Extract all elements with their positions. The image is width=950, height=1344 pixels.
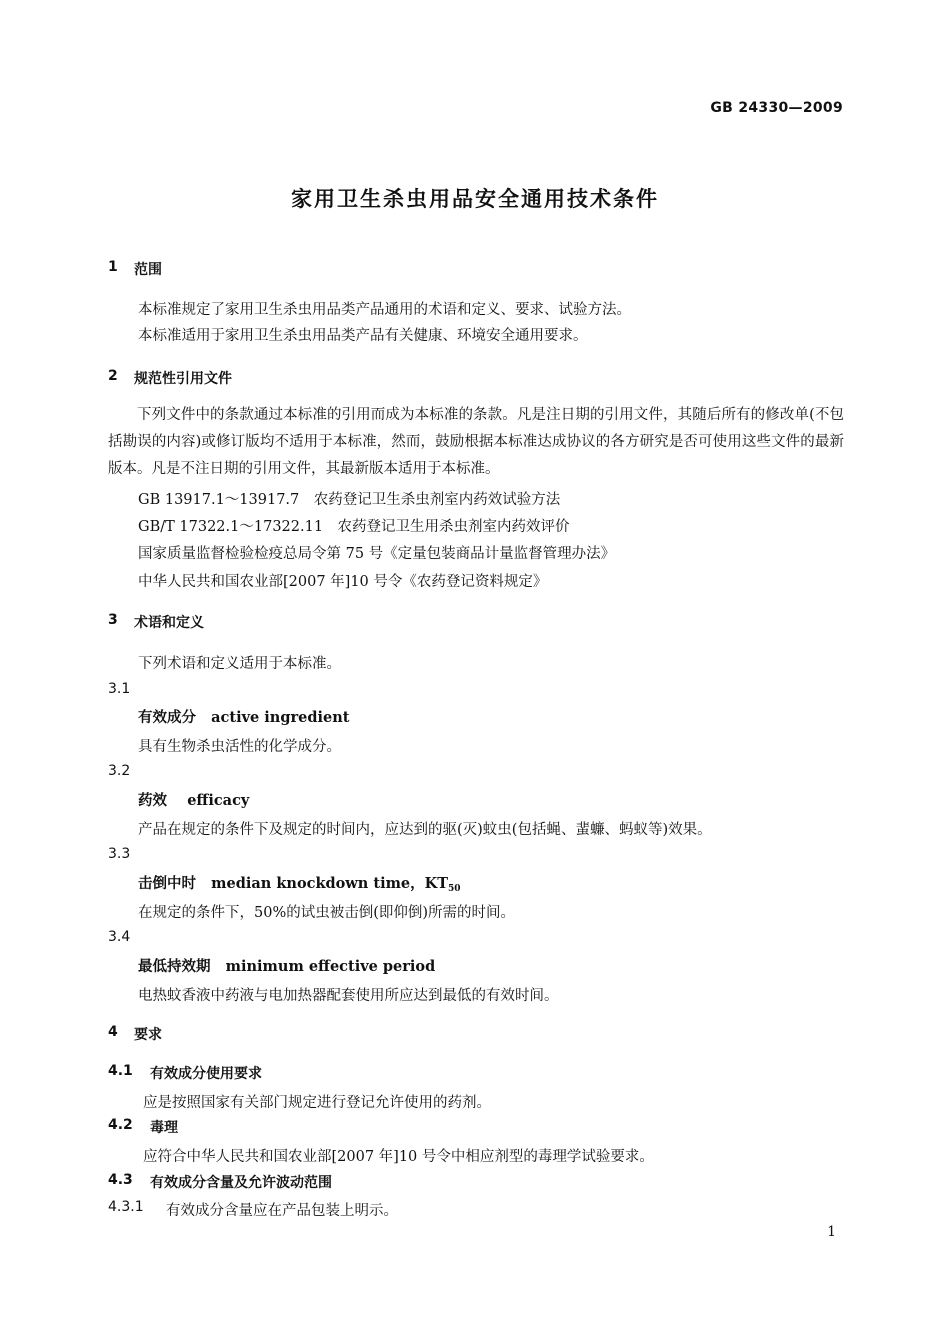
term-3-3-definition: 在规定的条件下，50%的试虫被击倒(即仰倒)所需的时间。 [138,905,516,921]
term-3-1-heading [138,706,349,727]
standard-number: GB 24330—2009 [710,100,843,116]
term-3-2-number: 3.2 [108,763,131,779]
term-3-3-english: median knockdown time，KT [211,875,449,892]
term-3-4-name: 最低持效期 [138,958,211,975]
reference-item-4: 中华人民共和国农业部[2007 年]10 号令《农药登记资料规定》 [138,574,548,590]
clause-4-2-number: 4.2 [108,1117,133,1133]
term-3-1-name: 有效成分 [138,709,196,726]
term-3-2-definition: 产品在规定的条件下及规定的时间内，应达到的驱(灭)蚊虫(包括蝇、蜚蠊、蚂蚁等)效果。 [138,822,712,838]
term-3-3-subscript: 50 [448,884,461,894]
term-3-2-heading [138,789,249,810]
clause-4-2-text: 应符合中华人民共和国农业部[2007 年]10 号令中相应剂型的毒理学试验要求。 [143,1149,654,1165]
term-3-1-number: 3.1 [108,681,131,697]
document-title: 家用卫生杀虫用品安全通用技术条件 [291,187,659,211]
clause-4-1-text: 应是按照国家有关部门规定进行登记允许使用的药剂。 [143,1095,491,1111]
clause-4-2-title: 毒理 [150,1120,178,1136]
section-3-number: 3 [108,612,118,628]
term-3-4-english: minimum effective period [225,958,436,975]
clause-4-3-1-text: 有效成分含量应在产品包装上明示。 [166,1203,398,1219]
section-4-number: 4 [108,1024,118,1040]
section-3-title: 术语和定义 [134,615,204,631]
section-2-number: 2 [108,368,118,384]
section-2-intro: 下列文件中的条款通过本标准的引用而成为本标准的条款。凡是注日期的引用文件，其随后所有的修改单(不包括勘误的内容)或修订版均不适用于本标准，然而，鼓励根据本标准达成协议的各方研究是否可使用这些文件的最新版本。凡是不注日期的引用文件，其最新版本适用于本标准。 [108,407,844,477]
term-3-4-definition: 电热蚊香液中药液与电加热器配套使用所应达到最低的有效时间。 [138,988,559,1004]
term-3-2-english: efficacy [187,792,250,809]
clause-4-3-number: 4.3 [108,1172,133,1188]
reference-item-2: GB/T 17322.1～17322.11 农药登记卫生用杀虫剂室内药效评价 [138,519,570,535]
clause-4-3-title: 有效成分含量及允许波动范围 [150,1175,332,1191]
clause-4-1-number: 4.1 [108,1063,133,1079]
term-3-3-heading [138,872,461,894]
term-3-1-english: active ingredient [211,709,350,726]
reference-item-3: 国家质量监督检验检疫总局令第 75 号《定量包装商品计量监督管理办法》 [138,546,616,562]
section-1-title: 范围 [134,262,162,278]
term-3-4-heading [138,955,435,976]
term-3-1-definition: 具有生物杀虫活性的化学成分。 [138,739,341,755]
clause-4-1-title: 有效成分使用要求 [150,1066,262,1082]
page-number: 1 [827,1224,836,1240]
term-3-4-number: 3.4 [108,929,131,945]
term-3-2-name: 药效 [138,792,167,809]
term-3-3-number: 3.3 [108,846,131,862]
clause-4-3-1-number: 4.3.1 [108,1199,144,1215]
section-4-title: 要求 [134,1027,162,1043]
section-1-paragraph-1: 本标准规定了家用卫生杀虫用品类产品通用的术语和定义、要求、试验方法。 [138,302,631,318]
section-3-intro: 下列术语和定义适用于本标准。 [138,656,341,672]
reference-item-1: GB 13917.1～13917.7 农药登记卫生杀虫剂室内药效试验方法 [138,492,561,508]
section-1-number: 1 [108,259,118,275]
section-1-paragraph-2: 本标准适用于家用卫生杀虫用品类产品有关健康、环境安全通用要求。 [138,328,588,344]
section-2-title: 规范性引用文件 [134,371,232,387]
term-3-3-name: 击倒中时 [138,875,196,892]
